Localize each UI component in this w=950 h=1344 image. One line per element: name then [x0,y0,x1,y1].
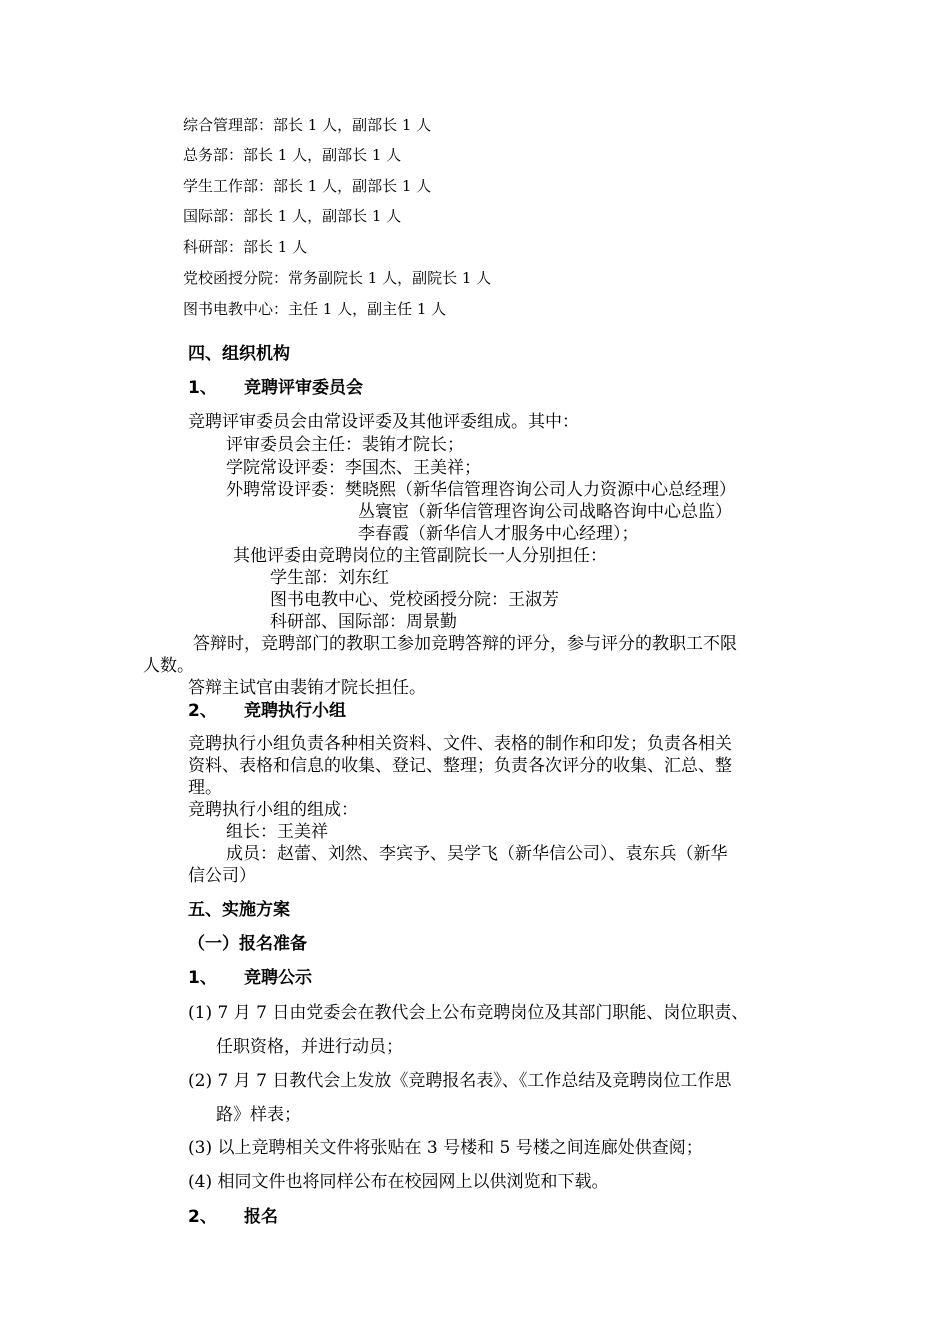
position-line: 科研部：部长 1 人 [183,238,308,256]
text-line: 信公司） [188,866,256,886]
subsection-number: 1、 [188,968,217,988]
list-item: (1) 7 月 7 日由党委会在教代会上公布竞聘岗位及其部门职能、岗位职责、 [188,1003,749,1023]
list-item: (3) 以上竞聘相关文件将张贴在 3 号楼和 5 号楼之间连廊处供查阅； [188,1138,703,1158]
list-item: 任职资格，并进行动员； [216,1037,403,1057]
subsection-title: 竞聘执行小组 [244,701,346,721]
text-line: 组长：王美祥 [226,822,328,842]
text-line: 理。 [188,778,222,798]
text-line: 学院常设评委：李国杰、王美祥； [226,458,481,478]
text-line: 李春霞（新华信人才服务中心经理）； [358,524,639,544]
list-item: (2) 7 月 7 日教代会上发放《竞聘报名表》、《工作总结及竞聘岗位工作思 [188,1071,732,1091]
subsection-number: 2、 [188,1207,217,1227]
text-line: 人数。 [143,656,194,676]
text-line: 评审委员会主任：裴铕才院长； [226,435,464,455]
position-line: 党校函授分院：常务副院长 1 人，副院长 1 人 [183,269,492,287]
part-heading: （一）报名准备 [188,934,307,954]
text-line: 成员：赵蕾、刘然、李宾予、吴学飞（新华信公司）、袁东兵（新华 [226,844,728,864]
list-item: 路》样表； [216,1105,301,1125]
subsection-title: 竞聘评审委员会 [244,378,363,398]
text-line: 答辩时，竞聘部门的教职工参加竞聘答辩的评分，参与评分的教职工不限 [193,634,737,654]
subsection-number: 1、 [188,378,217,398]
subsection-heading [188,380,363,397]
text-line: 科研部、国际部：周景勤 [270,612,457,632]
text-line: 资料、表格和信息的收集、登记、整理；负责各次评分的收集、汇总、整 [188,756,732,776]
subsection-heading [188,703,346,720]
subsection-title: 竞聘公示 [244,968,312,988]
position-line: 图书电教中心：主任 1 人，副主任 1 人 [183,300,447,318]
section-heading: 四、组织机构 [188,344,290,364]
subsection-heading [188,1209,278,1226]
text-line: 图书电教中心、党校函授分院：王淑芳 [270,590,559,610]
list-item: (4) 相同文件也将同样公布在校园网上以供浏览和下载。 [188,1172,609,1192]
subsection-number: 2、 [188,701,217,721]
position-line: 综合管理部：部长 1 人，副部长 1 人 [183,116,432,134]
position-line: 国际部：部长 1 人，副部长 1 人 [183,207,402,225]
position-line: 学生工作部：部长 1 人，副部长 1 人 [183,177,432,195]
text-line: 丛寰宦（新华信管理咨询公司战略咨询中心总监） [358,502,732,522]
text-line: 竞聘执行小组的组成： [188,800,358,820]
text-line: 竞聘评审委员会由常设评委及其他评委组成。其中： [188,412,579,432]
text-line: 外聘常设评委：樊晓熙（新华信管理咨询公司人力资源中心总经理） [226,480,736,500]
subsection-title: 报名 [244,1207,278,1227]
text-line: 竞聘执行小组负责各种相关资料、文件、表格的制作和印发；负责各相关 [188,734,732,754]
text-line: 答辩主试官由裴铕才院长担任。 [188,678,426,698]
subsection-heading [188,970,312,987]
section-heading: 五、实施方案 [188,900,290,920]
text-line: 学生部：刘东红 [270,568,389,588]
position-line: 总务部：部长 1 人，副部长 1 人 [183,146,402,164]
text-line: 其他评委由竞聘岗位的主管副院长一人分别担任： [233,546,607,566]
